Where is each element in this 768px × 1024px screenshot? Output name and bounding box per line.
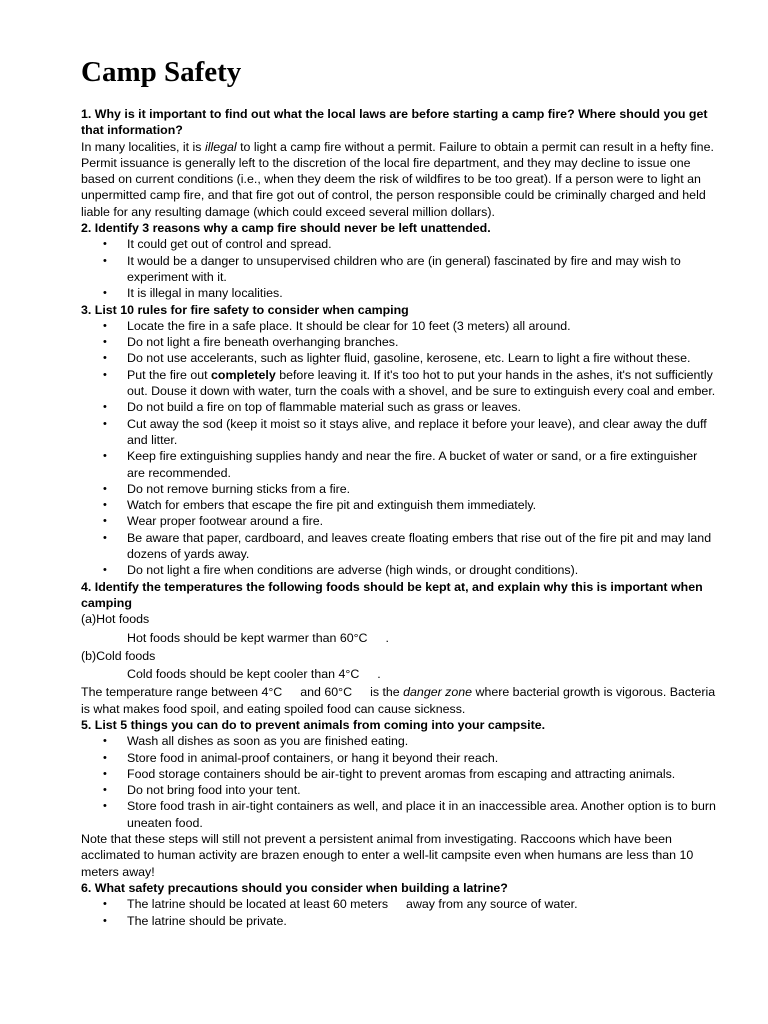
list-item-text: Do not bring food into your tent. [127, 783, 301, 798]
bullet-icon: • [103, 735, 107, 748]
list-item [81, 253, 718, 286]
hot-foods-end: . [385, 630, 389, 645]
answer-3-list [81, 318, 718, 579]
hot-foods-label: (a)Hot foods [81, 612, 150, 627]
bullet-icon: • [103, 751, 107, 764]
list-item-text: Food storage containers should be air-tight to prevent aromas from escaping and attracting animals. [127, 766, 676, 781]
list-item [81, 750, 718, 766]
list-item [81, 513, 718, 529]
hot-foods-text: Hot foods should be kept warmer than 60°C [127, 630, 368, 645]
question-6: 6. What safety precautions should you consider when building a latrine? [81, 880, 508, 895]
bullet-icon: • [103, 417, 107, 430]
list-item-text: Keep fire extinguishing supplies handy and near the fire. A bucket of water or sand, or a fire extinguisher are recommended. [127, 449, 698, 480]
range-pre: The temperature range between 4°C [81, 685, 283, 700]
bullet-icon: • [103, 287, 107, 300]
list-item [81, 766, 718, 782]
list-item-text: Be aware that paper, cardboard, and leaves create floating embers that rise out of the fire pit and may land dozens of yards away. [127, 530, 712, 562]
cold-foods-answer [81, 666, 718, 682]
bullet-icon: • [103, 450, 107, 463]
list-item [81, 350, 718, 366]
list-item-text-post: before leaving it. If it's too hot to put your hands in the ashes, it's not sufficiently out. Douse it down with water, turn the coals with a shovel, and be sure to extinguish every coal and ember. [127, 367, 716, 399]
list-item-text: It would be a danger to unsupervised children who are (in general) fascinated by fire and may wish to experiment with it. [127, 253, 681, 284]
range-post: where bacterial growth is vigorous. Bacteria is what makes food spoil, and eating spoiled food can cause sickness. [81, 685, 716, 716]
question-2: 2. Identify 3 reasons why a camp fire should never be left unattended. [81, 221, 491, 236]
list-item [81, 416, 718, 449]
bullet-icon: • [103, 515, 107, 528]
bullet-icon: • [103, 800, 107, 813]
list-item-text: Do not light a fire when conditions are adverse (high winds, or drought conditions). [127, 563, 579, 578]
list-item [81, 896, 718, 912]
danger-zone-paragraph [81, 684, 718, 717]
bullet-icon: • [103, 368, 107, 381]
bullet-icon: • [103, 238, 107, 251]
danger-zone-emphasis: danger zone [403, 685, 473, 700]
list-item-text: Do not light a fire beneath overhanging branches. [127, 335, 399, 350]
list-item [81, 733, 718, 749]
bullet-icon: • [103, 319, 107, 332]
list-item [81, 562, 718, 578]
list-item-text: Wash all dishes as soon as you are finished eating. [127, 734, 409, 749]
list-item-bold: completely [211, 367, 276, 382]
bullet-icon: • [103, 336, 107, 349]
list-item-text: Watch for embers that escape the fire pit and extinguish them immediately. [127, 498, 537, 513]
bullet-icon: • [103, 352, 107, 365]
list-item-text: It could get out of control and spread. [127, 237, 332, 252]
bullet-icon: • [103, 914, 107, 927]
list-item-text: The latrine should be private. [127, 913, 287, 928]
answer-5-list [81, 733, 718, 831]
list-item [81, 236, 718, 252]
bullet-icon: • [103, 767, 107, 780]
question-5: 5. List 5 things you can do to prevent animals from coming into your campsite. [81, 717, 546, 732]
answer-1-emphasis: illegal [204, 139, 237, 154]
list-item-text-post: away from any source of water. [406, 897, 578, 912]
bullet-icon: • [103, 254, 107, 267]
bullet-icon: • [103, 499, 107, 512]
page-title: Camp Safety [81, 56, 242, 88]
question-3: 3. List 10 rules for fire safety to consider when camping [81, 302, 409, 317]
range-and: and 60°C [300, 685, 353, 700]
list-item [81, 530, 718, 563]
question-4: 4. Identify the temperatures the following foods should be kept at, and explain why this is important when camping [81, 579, 703, 610]
list-item [81, 318, 718, 334]
bullet-icon: • [103, 482, 107, 495]
list-item [81, 798, 718, 831]
list-item [81, 782, 718, 798]
range-is: is the [370, 685, 404, 700]
list-item-text: Do not build a fire on top of flammable material such as grass or leaves. [127, 400, 521, 415]
list-item-text: Wear proper footwear around a fire. [127, 514, 324, 529]
list-item [81, 285, 718, 301]
list-item [81, 448, 718, 481]
cold-foods-label: (b)Cold foods [81, 648, 156, 663]
answer-1-text-post: to light a camp fire without a permit. Failure to obtain a permit can result in a hefty fine. Permit issuance is generally left to the discretion of the local fire department, and they may decline to issue one based on current conditions (i.e., when they deem the risk of wildfires to be too great). If a person were to light an unpermitted camp fire, and that fire got out of control, the person responsible could be criminally charged and held liable for any resulting damage (which could exceed several million dollars). [81, 139, 714, 219]
list-item [81, 399, 718, 415]
answer-1 [81, 139, 718, 220]
answer-2-list [81, 236, 718, 301]
list-item [81, 913, 718, 929]
bullet-icon: • [103, 531, 107, 544]
list-item-text: Store food trash in air-tight containers as well, and place it in an inaccessible area. Another option is to burn uneaten food. [127, 799, 716, 830]
answer-6-list [81, 896, 718, 929]
animals-note: Note that these steps will still not prevent a persistent animal from investigating. Raccoons which have been acclimated to human activity are brazen enough to enter a well-lit campsite even when humans are less than 10 meters away! [81, 832, 694, 879]
list-item-text-pre: Put the fire out [127, 367, 212, 382]
list-item-text: It is illegal in many localities. [127, 286, 283, 301]
cold-foods-end: . [377, 667, 381, 682]
bullet-icon: • [103, 784, 107, 797]
cold-foods-text: Cold foods should be kept cooler than 4°C [127, 667, 360, 682]
hot-foods-answer [81, 630, 718, 646]
bullet-icon: • [103, 564, 107, 577]
list-item-text: Store food in animal-proof containers, or hang it beyond their reach. [127, 750, 499, 765]
bullet-icon: • [103, 401, 107, 414]
list-item [81, 481, 718, 497]
answer-1-text-pre: In many localities, it is [81, 139, 205, 154]
list-item-text: Cut away the sod (keep it moist so it stays alive, and replace it before your leave), and clear away the duff and litter. [127, 416, 707, 447]
list-item-text: Locate the fire in a safe place. It should be clear for 10 feet (3 meters) all around. [127, 318, 571, 333]
list-item [81, 334, 718, 350]
list-item-text-pre: The latrine should be located at least 60 meters [127, 897, 389, 912]
list-item-text: Do not remove burning sticks from a fire. [127, 481, 351, 496]
list-item-text: Do not use accelerants, such as lighter fluid, gasoline, kerosene, etc. Learn to light a fire without these. [127, 351, 691, 366]
list-item [81, 367, 718, 400]
bullet-icon: • [103, 898, 107, 911]
list-item [81, 497, 718, 513]
question-1: 1. Why is it important to find out what the local laws are before starting a camp fire? Where should you get that information? [81, 107, 708, 138]
